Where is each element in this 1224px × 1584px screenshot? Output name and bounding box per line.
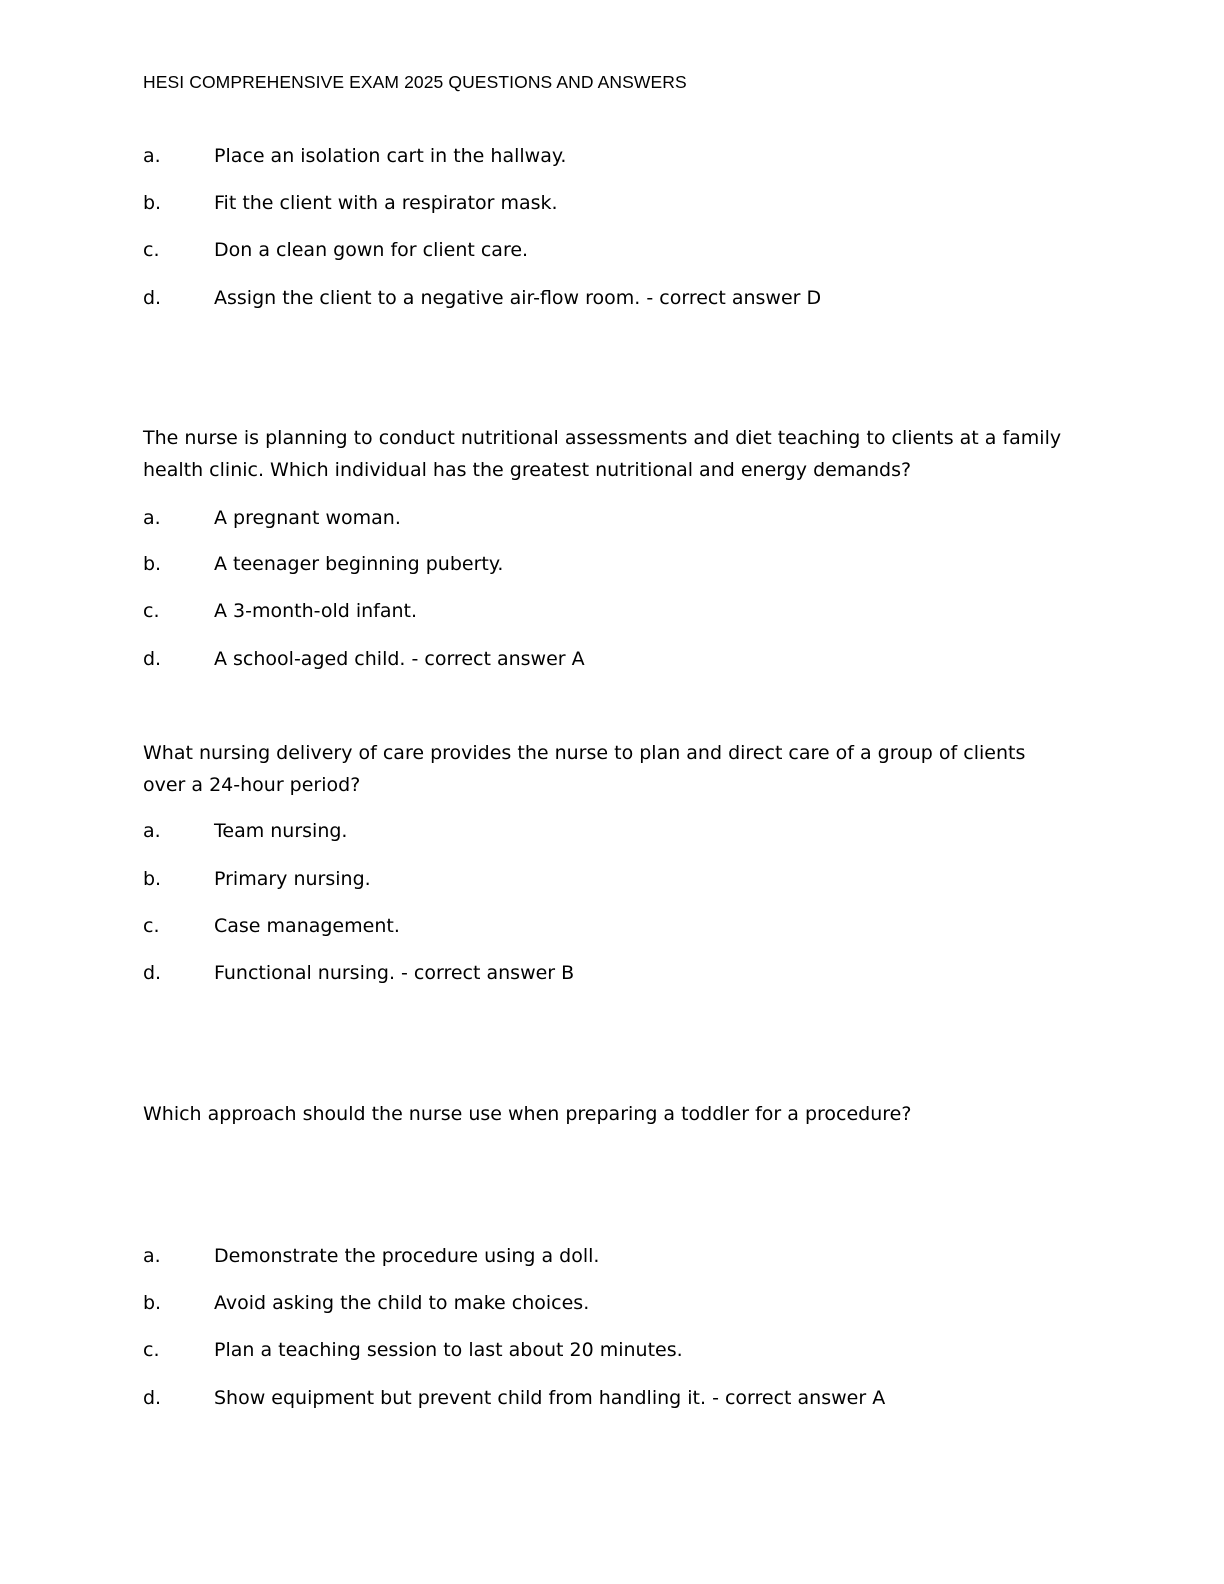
option-letter: a. bbox=[143, 507, 161, 529]
option-letter: b. bbox=[143, 868, 162, 890]
option-letter: d. bbox=[143, 962, 162, 984]
q1-option-b bbox=[143, 553, 503, 575]
q0-option-c bbox=[143, 239, 528, 261]
q0-option-b bbox=[143, 192, 558, 214]
option-text: Place an isolation cart in the hallway. bbox=[214, 145, 567, 167]
q3-option-a bbox=[143, 1245, 599, 1267]
option-text: Fit the client with a respirator mask. bbox=[214, 192, 558, 214]
option-text: A school-aged child. - correct answer A bbox=[214, 648, 585, 670]
q2-stem-line-1: What nursing delivery of care provides the nurse to plan and direct care of a group of clients bbox=[143, 742, 1026, 764]
option-text: Show equipment but prevent child from handling it. - correct answer A bbox=[214, 1387, 886, 1409]
q2-option-a bbox=[143, 820, 347, 842]
q2-option-d bbox=[143, 962, 574, 984]
option-letter: a. bbox=[143, 1245, 161, 1267]
q1-option-a bbox=[143, 507, 401, 529]
q1-stem-line-2: health clinic. Which individual has the greatest nutritional and energy demands? bbox=[143, 458, 912, 481]
option-text: Functional nursing. - correct answer B bbox=[214, 962, 575, 984]
q2-option-c bbox=[143, 915, 400, 937]
option-letter: b. bbox=[143, 1292, 162, 1314]
q3-stem-line-1: Which approach should the nurse use when preparing a toddler for a procedure? bbox=[143, 1103, 912, 1125]
q3-stem bbox=[143, 1099, 1103, 1131]
q1-stem-line-1: The nurse is planning to conduct nutritional assessments and diet teaching to clients at a family bbox=[143, 427, 1062, 449]
q2-stem bbox=[143, 738, 1103, 801]
option-text: A teenager beginning puberty. bbox=[214, 553, 504, 575]
option-text: Case management. bbox=[214, 915, 400, 937]
q2-option-b bbox=[143, 868, 371, 890]
option-text: Demonstrate the procedure using a doll. bbox=[214, 1245, 600, 1267]
option-text: Team nursing. bbox=[214, 820, 348, 842]
option-letter: d. bbox=[143, 287, 162, 309]
q1-option-c bbox=[143, 600, 417, 622]
q3-option-b bbox=[143, 1292, 589, 1314]
option-letter: d. bbox=[143, 648, 162, 670]
q0-option-a bbox=[143, 145, 566, 167]
q2-stem-line-2: over a 24-hour period? bbox=[143, 773, 361, 796]
option-letter: b. bbox=[143, 553, 162, 575]
option-text: A pregnant woman. bbox=[214, 507, 401, 529]
option-text: Primary nursing. bbox=[214, 868, 371, 890]
option-letter: a. bbox=[143, 145, 161, 167]
option-letter: a. bbox=[143, 820, 161, 842]
q3-option-c bbox=[143, 1339, 683, 1361]
q3-option-d bbox=[143, 1387, 885, 1409]
option-text: Don a clean gown for client care. bbox=[214, 239, 529, 261]
option-letter: c. bbox=[143, 600, 160, 622]
option-letter: c. bbox=[143, 1339, 160, 1361]
option-letter: d. bbox=[143, 1387, 162, 1409]
option-text: Avoid asking the child to make choices. bbox=[214, 1292, 590, 1314]
q0-option-d bbox=[143, 287, 821, 309]
q1-stem bbox=[143, 423, 1103, 486]
option-letter: b. bbox=[143, 192, 162, 214]
option-letter: c. bbox=[143, 239, 160, 261]
option-letter: c. bbox=[143, 915, 160, 937]
option-text: Assign the client to a negative air-flow room. - correct answer D bbox=[214, 287, 822, 309]
option-text: A 3-month-old infant. bbox=[214, 600, 418, 622]
page-header: HESI COMPREHENSIVE EXAM 2025 QUESTIONS AND ANSWERS bbox=[143, 72, 687, 92]
q1-option-d bbox=[143, 648, 585, 670]
option-text: Plan a teaching session to last about 20 minutes. bbox=[214, 1339, 683, 1361]
